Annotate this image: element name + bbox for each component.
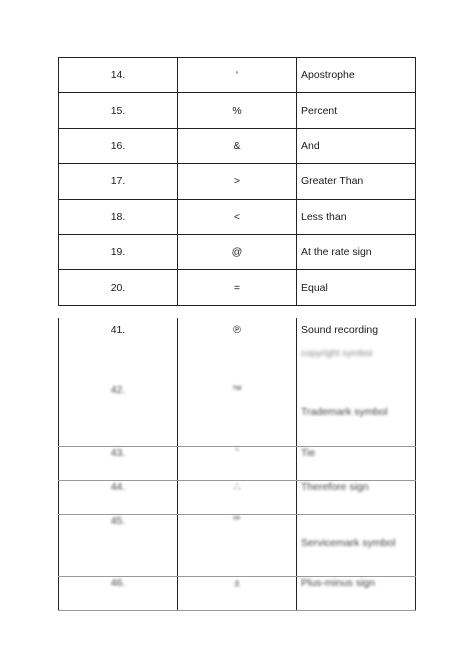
row-symbol: ‘ bbox=[178, 58, 297, 93]
row-symbol: & bbox=[178, 128, 297, 163]
row-symbol: = bbox=[178, 270, 297, 305]
table-row bbox=[59, 234, 416, 269]
row-number: 42. bbox=[59, 384, 178, 446]
row-symbol: < bbox=[178, 199, 297, 234]
row-symbol: > bbox=[178, 164, 297, 199]
row-number: 41. bbox=[59, 318, 178, 384]
row-name: Trademark symbol bbox=[301, 406, 388, 418]
row-name: At the rate sign bbox=[297, 234, 416, 269]
row-name: Plus-minus sign bbox=[297, 576, 416, 610]
row-symbol: ℗ bbox=[178, 318, 297, 384]
row-number: 14. bbox=[59, 58, 178, 93]
table-row bbox=[59, 128, 416, 163]
row-number: 20. bbox=[59, 270, 178, 305]
table-row bbox=[59, 384, 416, 446]
row-symbol: @ bbox=[178, 234, 297, 269]
row-number: 43. bbox=[59, 446, 178, 480]
row-name: Greater Than bbox=[297, 164, 416, 199]
row-symbol: ˜ bbox=[178, 446, 297, 480]
row-number: 19. bbox=[59, 234, 178, 269]
row-symbol: % bbox=[178, 93, 297, 128]
row-number: 15. bbox=[59, 93, 178, 128]
row-name: Less than bbox=[297, 199, 416, 234]
row-name: Sound recording bbox=[301, 324, 379, 336]
row-symbol: ™ bbox=[178, 384, 297, 446]
row-name: Apostrophe bbox=[297, 58, 416, 93]
table-row bbox=[59, 270, 416, 305]
row-number: 45. bbox=[59, 514, 178, 576]
row-name: Tie bbox=[297, 446, 416, 480]
table-row bbox=[59, 58, 416, 93]
table-row bbox=[59, 164, 416, 199]
row-symbol: ℠ bbox=[178, 514, 297, 576]
row-name-cell bbox=[297, 514, 416, 576]
row-name: Servicemark symbol bbox=[301, 536, 396, 549]
row-name-cell bbox=[297, 384, 416, 446]
row-name-continuation: copyright symbol bbox=[301, 348, 373, 359]
table-row bbox=[59, 480, 416, 514]
table-row bbox=[59, 199, 416, 234]
table-row bbox=[59, 93, 416, 128]
table-row bbox=[59, 514, 416, 576]
row-name: And bbox=[297, 128, 416, 163]
symbols-table-bottom bbox=[58, 318, 416, 611]
row-number: 18. bbox=[59, 199, 178, 234]
table-row bbox=[59, 576, 416, 610]
row-name-cell bbox=[297, 318, 416, 384]
row-name: Percent bbox=[297, 93, 416, 128]
row-symbol: ∴ bbox=[178, 480, 297, 514]
symbols-table-bottom-wrapper bbox=[58, 318, 416, 610]
row-number: 44. bbox=[59, 480, 178, 514]
table-row bbox=[59, 446, 416, 480]
table-row bbox=[59, 318, 416, 384]
row-number: 46. bbox=[59, 576, 178, 610]
row-number: 17. bbox=[59, 164, 178, 199]
symbols-table-top bbox=[58, 57, 416, 306]
row-number: 16. bbox=[59, 128, 178, 163]
row-name: Equal bbox=[297, 270, 416, 305]
row-name: Therefore sign bbox=[297, 480, 416, 514]
row-symbol: ± bbox=[178, 576, 297, 610]
